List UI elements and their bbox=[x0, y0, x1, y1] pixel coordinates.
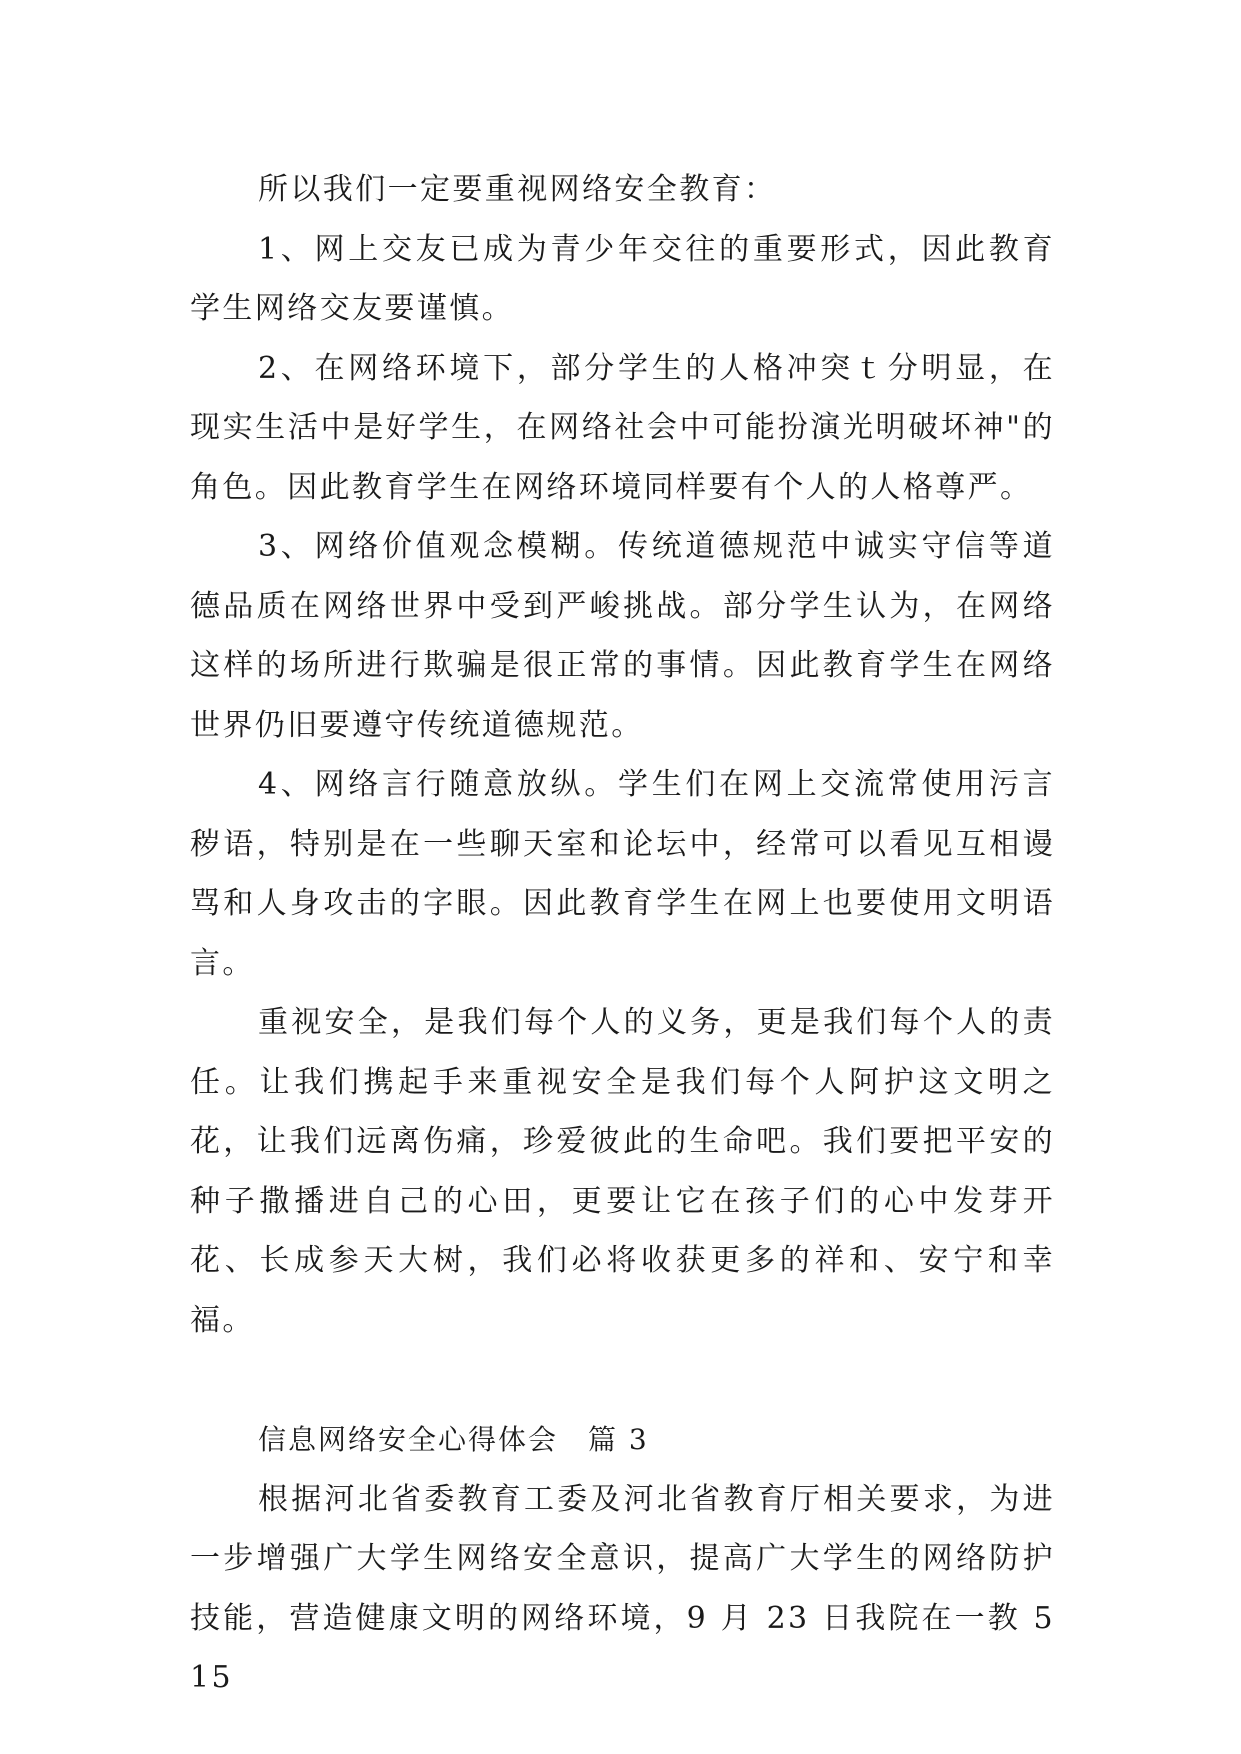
point-2-paragraph: 2、在网络环境下，部分学生的人格冲突ｔ分明显，在现实生活中是好学生，在网络社会中可能扮演光明破坏神"的角色。因此教育学生在网络环境同样要有个人的人格尊严。 bbox=[190, 350, 1055, 505]
point-4-paragraph: 4、网络言行随意放纵。学生们在网上交流常使用污言秽语，特别是在一些聊天室和论坛中，经常可以看见互相谩骂和人身攻击的字眼。因此教育学生在网上也要使用文明语言。 bbox=[190, 767, 1055, 981]
document-body bbox=[190, 160, 1055, 1708]
point-3-paragraph: 3、网络价值观念模糊。传统道德规范中诚实守信等道德品质在网络世界中受到严峻挑战。部分学生认为，在网络这样的场所进行欺骗是很正常的事情。因此教育学生在网络世界仍旧要遵守传统道德规范。 bbox=[190, 529, 1055, 743]
conclusion-paragraph: 重视安全，是我们每个人的义务，更是我们每个人的责任。让我们携起手来重视安全是我们每个人阿护这文明之花，让我们远离伤痛，珍爱彼此的生命吧。我们要把平安的种子撒播进自己的心田，更要让它在孩子们的心中发芽开花、长成参天大树，我们必将收获更多的祥和、安宁和幸福。 bbox=[190, 1005, 1055, 1338]
section-3-paragraph: 根据河北省委教育工委及河北省教育厅相关要求，为进一步增强广大学生网络安全意识，提高广大学生的网络防护技能，营造健康文明的网络环境，9 月 23 日我院在一教 515 bbox=[190, 1481, 1055, 1695]
point-1-paragraph: 1、网上交友已成为青少年交往的重要形式，因此教育学生网络交友要谨慎。 bbox=[190, 231, 1055, 326]
intro-paragraph: 所以我们一定要重视网络安全教育： bbox=[258, 172, 777, 207]
section-title: 信息网络安全心得体会 篇 3 bbox=[258, 1423, 649, 1456]
